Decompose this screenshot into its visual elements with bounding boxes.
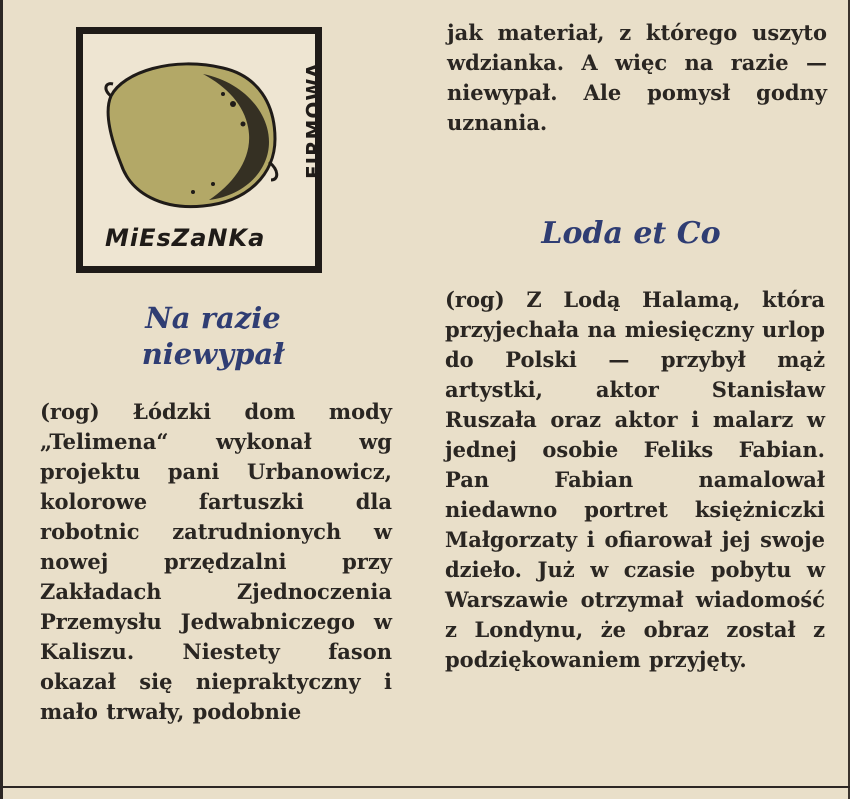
right-continuation-text: jak materiał, z którego uszyto wdzianka. A więc na razie — niewypał. Ale pomysł godny uznania.	[447, 20, 827, 135]
right-article-body: (rog) Z Lodą Halamą, która przyjechała na miesięczny urlop do Polski — przybył mąż artystki, aktor Stanisław Ruszała oraz aktor i malarz w jednej osobie Feliks Fabian. Pan Fabian namalował niedawno portret księżniczki Małgorzaty i ofiarował jej swoje dzieło. Już w czasie pobytu w Warszawie otrzymał wiadomość z Londynu, że obraz został z podziękowaniem przyjęty.	[445, 287, 825, 672]
bottom-rule	[0, 786, 850, 788]
left-headline-line2: niewypał	[141, 337, 285, 371]
logo-bottom-text: MiEsZaNKa	[105, 224, 266, 252]
logo-side-text: FIRMOWA	[302, 61, 326, 179]
left-headline-line1: Na razie	[145, 301, 281, 335]
left-article-header	[35, 300, 391, 372]
left-article-body: (rog) Łódzki dom mody „Telimena“ wykonał wg projektu pani Urbanowicz, kolorowe fartuszki dla robotnic zatrudnionych w nowej przędzalni przy Zakładach Zjednoczenia Przemysłu Jedwabniczego w Kaliszu. Niestety fason okazał się niepraktyczny i mało trwały, podobnie	[40, 399, 392, 724]
right-headline: Loda et Co	[541, 216, 721, 251]
column-logo	[76, 27, 326, 273]
left-border-line	[0, 0, 3, 799]
